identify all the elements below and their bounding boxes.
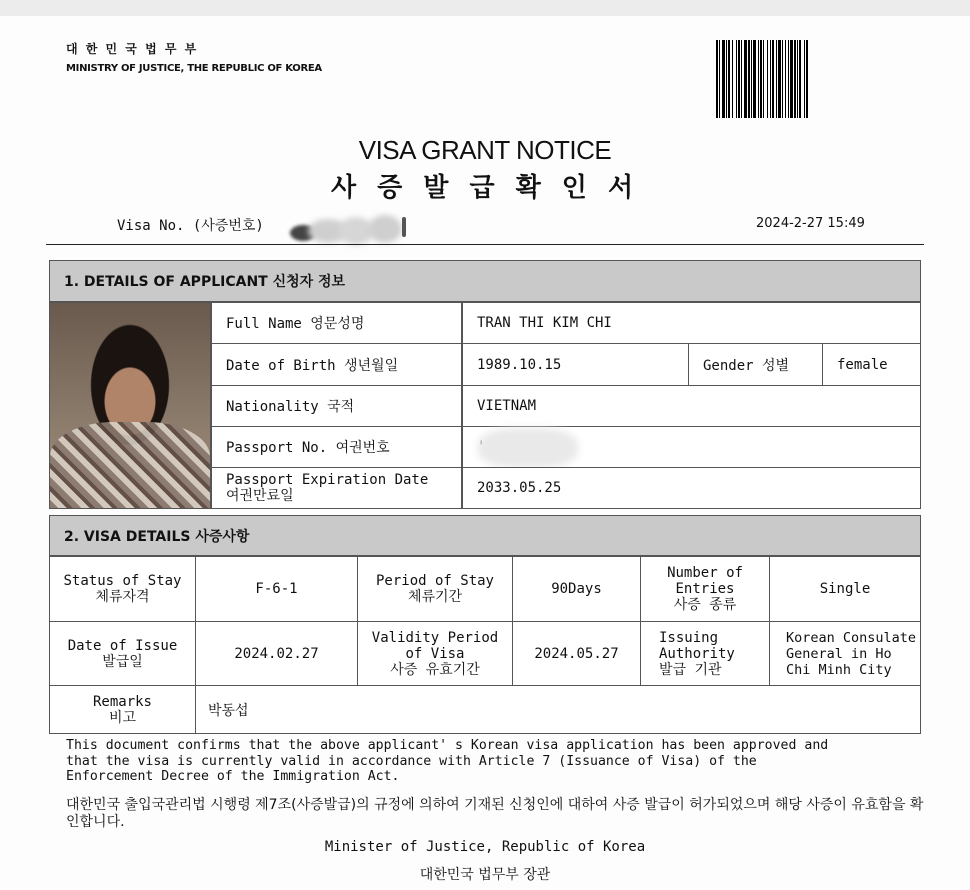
ministry-name-korean: 대 한 민 국 법 무 부 [66,42,199,56]
passport-number-redaction [478,428,578,468]
document-title-korean: 사 증 발 급 확 인 서 [330,173,640,203]
confirmation-text-korean: 대한민국 출입국관리법 시행령 제7조(사증발급)의 규정에 의하여 기재된 신청인에 대하여 사증 발급이 허가되었으며 해당 사증이 유효함을 확인합니다. [66,797,924,830]
period-of-stay-value: 90Days [512,556,641,622]
confirmation-text-english: This document confirms that the above applicant' s Korean visa application has been approved and that the visa is currently valid in accordance with Article 7 (Issuance of Visa) of the Enforcement Decree of the Immigration Act. [66,738,829,785]
dob-value: 1989.10.15 [462,343,689,386]
dob-label: Date of Birth 생년월일 [211,343,462,386]
minister-signature-korean: 대한민국 법무부 장관 [419,867,551,883]
number-of-entries-label: Number of Entries 사증 종류 [640,556,770,622]
issued-datetime: 2024-2-27 15:49 [756,216,865,231]
passport-number-label: Passport No. 여권번호 [211,426,462,468]
issuing-authority-label: Issuing Authority 발급 기관 [640,621,770,686]
date-of-issue-label: Date of Issue 발급일 [49,621,196,686]
top-bar [0,0,970,16]
header-rule [46,244,924,245]
passport-expiration-label: Passport Expiration Date 여권만료일 [211,467,462,509]
visa-number-label: Visa No. (사증번호) [117,218,264,234]
applicant-section-header: 1. DETAILS OF APPLICANT 신청자 정보 [49,260,921,302]
number-of-entries-value: Single [769,556,921,622]
period-of-stay-label: Period of Stay 체류기간 [357,556,513,622]
status-of-stay-value: F-6-1 [195,556,358,622]
remarks-label: Remarks 비고 [49,685,196,734]
gender-value: female [822,343,921,386]
validity-period-value: 2024.05.27 [512,621,641,686]
remarks-value: 박동섭 [195,685,921,734]
ministry-name-english: MINISTRY OF JUSTICE, THE REPUBLIC OF KOREA [66,63,322,74]
validity-period-label: Validity Period of Visa 사증 유효기간 [357,621,513,686]
passport-expiration-value: 2033.05.25 [462,467,921,509]
nationality-label: Nationality 국적 [211,385,462,427]
nationality-value: VIETNAM [462,385,921,427]
status-of-stay-label: Status of Stay 체류자격 [49,556,196,622]
visa-section-header: 2. VISA DETAILS 사증사항 [49,515,921,556]
date-of-issue-value: 2024.02.27 [195,621,358,686]
barcode [716,40,920,118]
full-name-label: Full Name 영문성명 [211,302,462,344]
applicant-photo [49,302,211,509]
issuing-authority-value: Korean Consulate General in Ho Chi Minh City [769,621,921,686]
minister-signature-english: Minister of Justice, Republic of Korea [324,839,646,855]
visa-number-redacted [290,213,415,245]
full-name-value: TRAN THI KIM CHI [462,302,921,344]
document-title-english: VISA GRANT NOTICE [358,135,612,165]
gender-label: Gender 성별 [688,343,823,386]
